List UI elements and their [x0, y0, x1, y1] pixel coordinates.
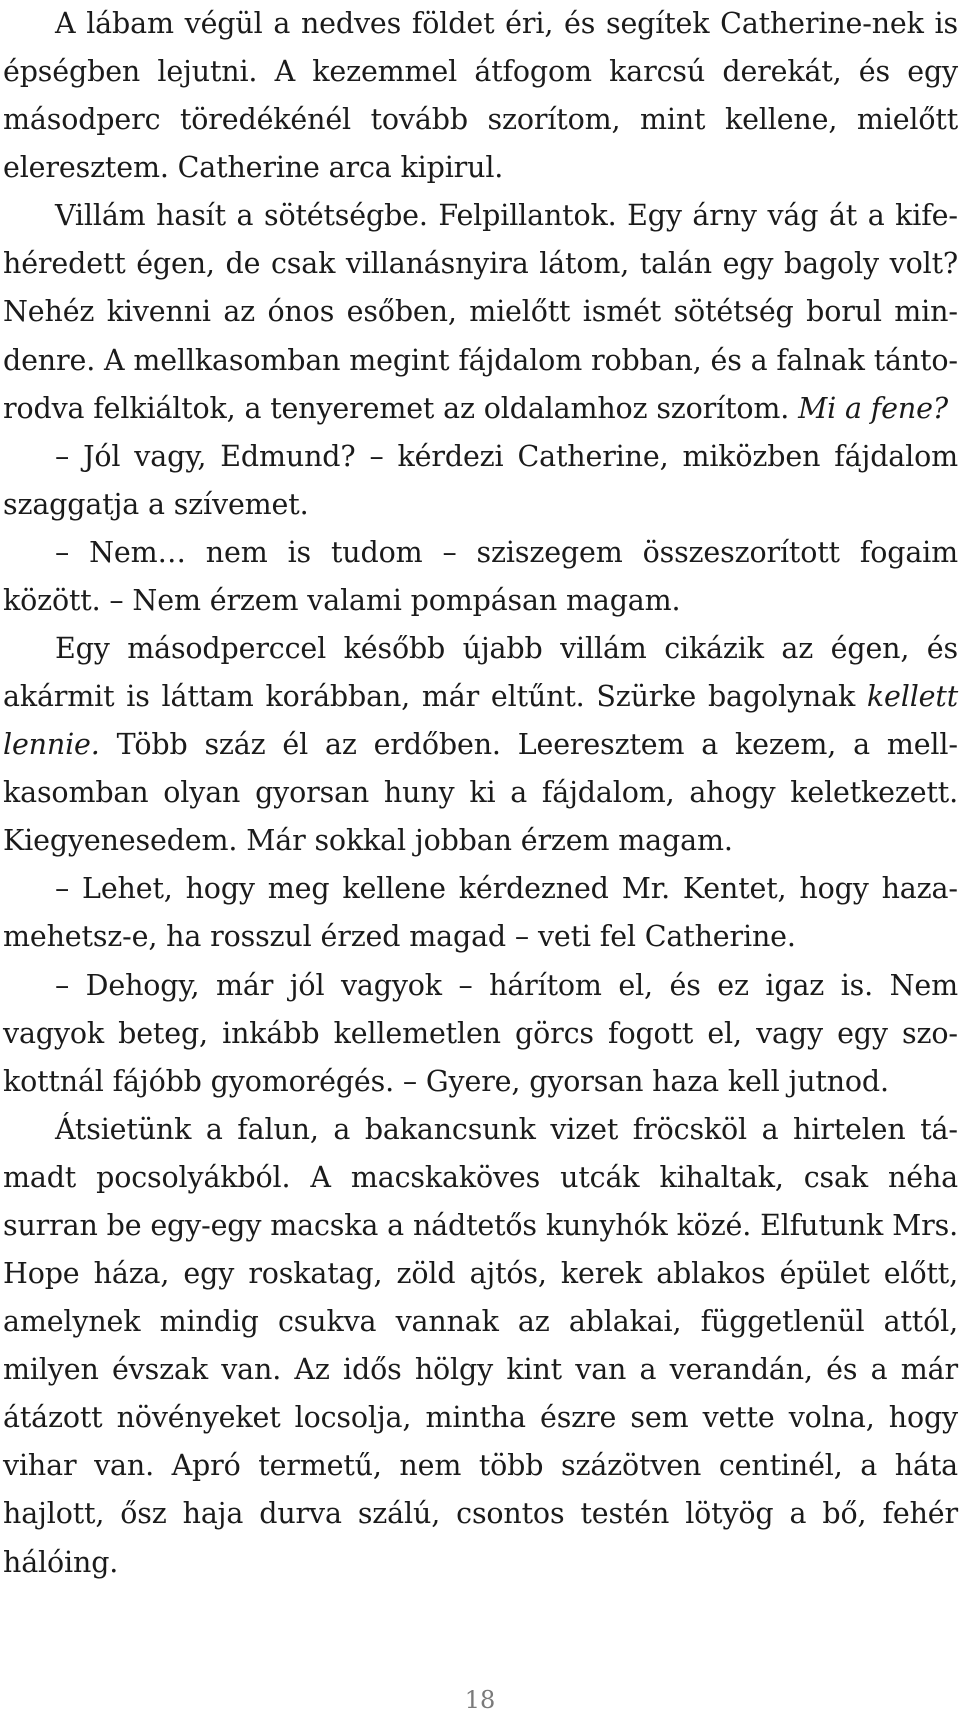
text-run: Villám hasít a sötétségbe. Felpillantok. Egy árny vág át a kifehéredett égen, de csak villanásnyira látom, talán egy bagoly volt? Nehéz kivenni az ónos esőben, mielőtt ismét sötétség borul mindenre. A mellkasomban megint fájdalom robban, és a falnak tántorodva felkiáltok, a tenyeremet az oldalamhoz szorítom.: [3, 199, 958, 425]
text-run: – Jól vagy, Edmund? – kérdezi Catherine, miközben fájdalom szaggatja a szívemet.: [3, 439, 958, 521]
paragraph: [3, 1106, 958, 1587]
text-run: Egy másodperccel később újabb villám cikázik az égen, és akármit is láttam korábban, már eltűnt. Szürke bagolynak: [3, 632, 958, 714]
paragraph: [3, 433, 958, 529]
paragraph: [3, 0, 958, 192]
page-number: 18: [464, 1686, 496, 1714]
paragraph: [3, 962, 958, 1106]
paragraph: [3, 529, 958, 625]
text-run: – Dehogy, már jól vagyok – hárítom el, és ez igaz is. Nem vagyok beteg, inkább kellemetlen görcs fogott el, vagy egy szokottnál fájóbb gyomorégés. – Gyere, gyorsan haza kell jutnod.: [3, 968, 958, 1098]
body-text: [3, 0, 958, 1587]
italic-text-run: kellett lennie.: [3, 680, 958, 762]
text-run: A lábam végül a nedves földet éri, és segítek Catherine-nek is épségben lejutni. A kezemmel átfogom karcsú derekát, és egy másodperc töredékénél tovább szorítom, mint kellene, mielőtt eleresztem. Catherine arca kipirul.: [3, 7, 958, 185]
text-run: – Nem… nem is tudom – sziszegem összeszorított fogaim között. – Nem érzem valami pompásan magam.: [3, 535, 958, 617]
text-run: Több száz él az erdőben. Leeresztem a kezem, a mellkasomban olyan gyorsan huny ki a fájdalom, ahogy keletkezett. Kiegyenesedem. Már sokkal jobban érzem magam.: [3, 728, 958, 858]
text-run: Átsietünk a falun, a bakancsunk vizet fröcsköl a hirtelen támadt pocsolyákból. A macskaköves utcák kihaltak, csak néha surran be egy-egy macska a nádtetős kunyhók közé. Elfutunk Mrs. Hope háza, egy roskatag, zöld ajtós, kerek ablakos épület előtt, amelynek mindig csukva vannak az ablakai, függetlenül attól, milyen évszak van. Az idős hölgy kint van a verandán, és a már átázott növényeket locsolja, mintha észre sem vette volna, hogy vihar van. Apró termetű, nem több százötven centinél, a háta hajlott, ősz haja durva szálú, csontos testén lötyög a bő, fehér hálóing.: [3, 1112, 958, 1579]
text-run: – Lehet, hogy meg kellene kérdezned Mr. Kentet, hogy hazamehetsz-e, ha rosszul érzed magad – veti fel Catherine.: [3, 872, 958, 954]
paragraph: [3, 865, 958, 961]
paragraph: [3, 625, 958, 865]
paragraph: [3, 192, 958, 432]
italic-text-run: Mi a fene?: [798, 391, 948, 425]
